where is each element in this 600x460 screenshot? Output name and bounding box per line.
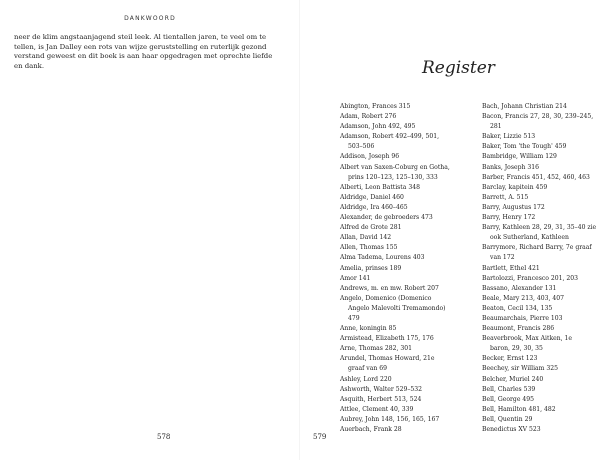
index-entry-line: Beale, Mary 213, 403, 407 — [482, 294, 564, 302]
index-entry-line: 503–506 — [348, 143, 375, 151]
index-entry — [340, 193, 476, 203]
index-entry — [340, 122, 476, 132]
index-entry-line: Beaumont, Francis 286 — [482, 325, 555, 333]
index-entry-line: Armistead, Elizabeth 175, 176 — [340, 335, 434, 343]
index-entry — [340, 274, 476, 284]
index-entry — [482, 213, 600, 223]
index-entry — [482, 405, 600, 415]
index-entry — [340, 385, 476, 395]
index-entry — [482, 173, 600, 183]
index-entry — [482, 324, 600, 334]
index-entry — [482, 223, 600, 243]
index-entry — [340, 425, 476, 435]
index-entry-line: van 172 — [490, 254, 515, 262]
index-entry-line: Bartlett, Ethel 421 — [482, 264, 540, 272]
index-entry-line: Asquith, Herbert 513, 524 — [340, 395, 422, 403]
page-number: 579 — [313, 433, 327, 441]
index-entry-line: Bach, Johann Christian 214 — [482, 103, 567, 110]
index-entry — [482, 132, 600, 142]
index-entry — [340, 334, 476, 344]
index-entry — [340, 284, 476, 294]
index-entry-line: Barber, Francis 451, 452, 460, 463 — [482, 173, 590, 181]
index-entry-line: Attlee, Clement 40, 339 — [340, 405, 414, 413]
index-entry-line: Barclay, kapitein 459 — [482, 183, 548, 191]
index-entry-line: prins 120–123, 125–130, 333 — [348, 173, 438, 181]
index-entry-line: Bell, Quentin 29 — [482, 415, 533, 423]
index-entry-line: Bartolozzi, Francesco 201, 203 — [482, 274, 579, 282]
index-entry — [482, 142, 600, 152]
index-entry-line: Beechey, sir William 325 — [482, 365, 558, 373]
index-entry-line: Alma Tadema, Lourens 403 — [340, 254, 425, 262]
index-entry — [340, 253, 476, 263]
index-entry — [340, 102, 476, 112]
index-entry-line: Angelo Malevolti Tremamondo) — [348, 304, 446, 312]
index-entry — [340, 243, 476, 253]
index-entry — [340, 354, 476, 374]
index-entry-line: Bassano, Alexander 131 — [482, 284, 557, 292]
index-entry — [482, 284, 600, 294]
acknowledgement-text — [14, 33, 282, 71]
index-entry — [340, 183, 476, 193]
index-entry — [482, 294, 600, 304]
index-entry-line: Becker, Ernst 123 — [482, 355, 538, 363]
index-entry-line: Abington, Frances 315 — [340, 103, 411, 110]
index-entry-line: Ashley, Lord 220 — [340, 375, 392, 383]
right-page — [300, 0, 600, 460]
index-entry-line: Aldridge, Daniel 460 — [340, 193, 404, 201]
index-entry-line: Belcher, Muriel 240 — [482, 375, 544, 383]
index-entry — [482, 274, 600, 284]
index-entry-line: 281 — [490, 123, 502, 131]
index-entry-line: Anne, koningin 85 — [340, 325, 397, 333]
index-entry — [340, 152, 476, 162]
index-entry-line: Benedictus XV 523 — [482, 426, 541, 433]
index-entry — [482, 354, 600, 364]
index-entry-line: Barrett, A. 515 — [482, 193, 529, 201]
index-entry-line: Bell, Charles 539 — [482, 385, 536, 393]
index-entry-line: Baker, Tom 'the Tough' 459 — [482, 143, 567, 151]
index-entry-line: Barry, Henry 172 — [482, 214, 536, 222]
index-column-2 — [482, 102, 600, 435]
index-entry-line: Auerbach, Frank 28 — [340, 426, 402, 433]
page-title: Register — [422, 58, 495, 78]
index-entry — [340, 203, 476, 213]
index-entry-line: Beaton, Cecil 134, 135 — [482, 304, 553, 312]
index-entry-line: Alfred de Grote 281 — [340, 224, 402, 232]
index-entry — [340, 395, 476, 405]
index-entry-line: Amelia, prinses 189 — [340, 264, 402, 272]
index-entry-line: Albert van Saxen-Coburg en Gotha, — [340, 163, 450, 171]
index-entry-line: Banks, Joseph 316 — [482, 163, 539, 171]
index-entry-line: Bell, George 495 — [482, 395, 534, 403]
index-entry-line: Barrymore, Richard Barry, 7e graaf — [482, 244, 592, 252]
index-entry — [482, 395, 600, 405]
index-entry — [482, 364, 600, 374]
index-entry-line: Bambridge, William 129 — [482, 153, 557, 161]
index-entry-line: Bacon, Francis 27, 28, 30, 239–245, — [482, 113, 594, 121]
index-entry — [482, 183, 600, 193]
index-entry-line: Allan, David 142 — [340, 234, 392, 242]
index-entry — [482, 264, 600, 274]
index-entry — [340, 324, 476, 334]
index-entry — [340, 294, 476, 324]
index-entry-line: Aubrey, John 148, 156, 165, 167 — [340, 415, 440, 423]
index-entry-line: 479 — [348, 314, 360, 322]
index-entry — [482, 385, 600, 395]
index-entry-line: Adam, Robert 276 — [340, 113, 397, 121]
index-entry-line: Alexander, de gebroeders 473 — [340, 214, 433, 222]
index-entry — [340, 233, 476, 243]
index-entry — [340, 213, 476, 223]
index-entry — [482, 152, 600, 162]
index-entry-line: Arundel, Thomas Howard, 21e — [340, 355, 435, 363]
index-entry — [482, 102, 600, 112]
index-entry — [340, 344, 476, 354]
index-entry-line: baron, 29, 30, 35 — [490, 345, 543, 353]
index-entry — [482, 415, 600, 425]
index-entry-line: graaf van 69 — [348, 365, 387, 373]
running-head: DANKWOORD — [124, 15, 176, 22]
index-entry-line: Angelo, Domenico (Domenico — [340, 294, 432, 302]
index-entry — [340, 163, 476, 183]
index-entry — [340, 405, 476, 415]
index-entry — [340, 375, 476, 385]
index-entry-line: Adamson, Robert 492–499, 501, — [340, 133, 440, 141]
index-entry-line: Allen, Thomas 155 — [340, 244, 398, 252]
index-entry — [340, 264, 476, 274]
index-column-1 — [340, 102, 476, 435]
index-entry — [482, 304, 600, 314]
index-entry — [482, 425, 600, 435]
page-number: 578 — [157, 433, 171, 441]
index-entry-line: Barry, Augustus 172 — [482, 203, 545, 211]
index-entry-line: Addison, Joseph 96 — [340, 153, 400, 161]
index-entry-line: ook Sutherland, Kathleen — [490, 234, 569, 242]
index-entry — [482, 334, 600, 354]
index-entry — [482, 112, 600, 132]
index-entry-line: Andrews, m. en mw. Robert 207 — [340, 284, 439, 292]
index-entry — [340, 132, 476, 152]
text-line: neer de klim angstaanjagend steil leek. Al tientallen jaren, te veel om te — [14, 33, 267, 41]
text-line: verstand geweest en dit boek is aan haar opgedragen met oprechte liefde — [14, 52, 273, 61]
index-entry — [340, 223, 476, 233]
index-entry — [340, 112, 476, 122]
index-entry-line: Alberti, Leon Battista 348 — [340, 183, 420, 191]
index-entry — [482, 375, 600, 385]
index-entry-line: Adamson, John 492, 495 — [340, 123, 416, 131]
index-entry — [482, 203, 600, 213]
index-entry — [482, 193, 600, 203]
index-entry — [340, 415, 476, 425]
index-entry-line: Amor 141 — [340, 274, 371, 282]
text-line: tellen, is Jan Dalley een rots van wijze geruststelling en ruterlijk gezond — [14, 42, 267, 51]
index-entry-line: Beaverbrook, Max Aitken, 1e — [482, 335, 573, 343]
index-entry-line: Arne, Thomas 282, 301 — [340, 345, 412, 353]
index-entry-line: Bell, Hamilton 481, 482 — [482, 405, 556, 413]
index-entry — [482, 163, 600, 173]
index-entry — [482, 243, 600, 263]
text-line: en dank. — [14, 61, 45, 70]
index-entry-line: Baker, Lizzie 513 — [482, 133, 536, 141]
index-entry — [482, 314, 600, 324]
index-entry-line: Aldridge, Ira 460–465 — [340, 203, 408, 211]
index-entry-line: Beaumarchais, Pierre 103 — [482, 314, 563, 322]
index-entry-line: Barry, Kathleen 28, 29, 31, 35–40 zie — [482, 224, 597, 232]
index-entry-line: Ashworth, Walter 529–532 — [340, 385, 423, 393]
